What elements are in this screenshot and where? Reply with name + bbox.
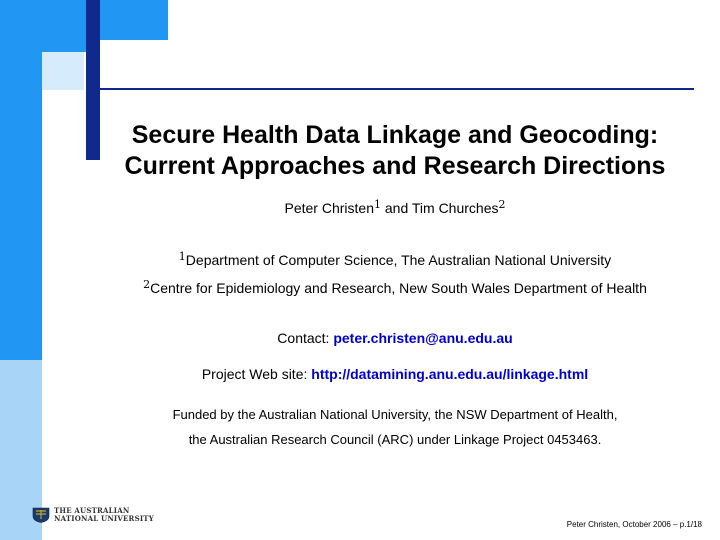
affiliation-2-text: Centre for Epidemiology and Research, New South Wales Department of Health — [150, 280, 647, 296]
project-website-link[interactable]: http://datamining.anu.edu.au/linkage.html — [311, 366, 589, 382]
author-connector: and Tim Churches — [380, 200, 499, 216]
slide-footer: Peter Christen, October 2006 – p.1/18 — [566, 520, 702, 529]
affiliation-2-mark: 2 — [143, 278, 151, 291]
funding-line-1: Funded by the Australian National University, the NSW Department of Health, — [172, 407, 618, 422]
affiliation-1 — [90, 252, 700, 268]
title-line-1: Secure Health Data Linkage and Geocoding: — [131, 121, 659, 149]
website-line — [90, 366, 700, 382]
author-1-mark: 1 — [373, 198, 381, 211]
deco-pale-lower — [0, 360, 20, 540]
affiliation-1-text: Department of Computer Science, The Australian National University — [185, 252, 612, 268]
affiliation-2 — [90, 280, 700, 296]
contact-line — [90, 330, 700, 346]
deco-bright-blue-vertical — [0, 0, 42, 250]
anu-crest-icon — [32, 507, 50, 523]
slide-title — [90, 120, 700, 182]
logo-line-2: NATIONAL UNIVERSITY — [54, 514, 154, 523]
author-2-mark: 2 — [498, 198, 506, 211]
logo-line-1: THE AUSTRALIAN — [54, 506, 130, 515]
authors-line — [90, 200, 700, 216]
contact-label: Contact: — [277, 330, 334, 346]
deco-mid-blue-square — [100, 0, 168, 40]
title-line-2: Current Approaches and Research Directions — [124, 152, 666, 180]
affiliation-1-mark: 1 — [178, 250, 186, 263]
deco-light-column-lower — [0, 250, 42, 360]
funding-line-2: the Australian Research Council (ARC) under Linkage Project 0453463. — [188, 432, 602, 447]
deco-dark-blue-rule — [86, 88, 694, 90]
anu-logo — [32, 507, 154, 523]
contact-email-link[interactable]: peter.christen@anu.edu.au — [333, 330, 513, 346]
author-1: Peter Christen — [284, 200, 374, 216]
website-label: Project Web site: — [201, 366, 312, 382]
